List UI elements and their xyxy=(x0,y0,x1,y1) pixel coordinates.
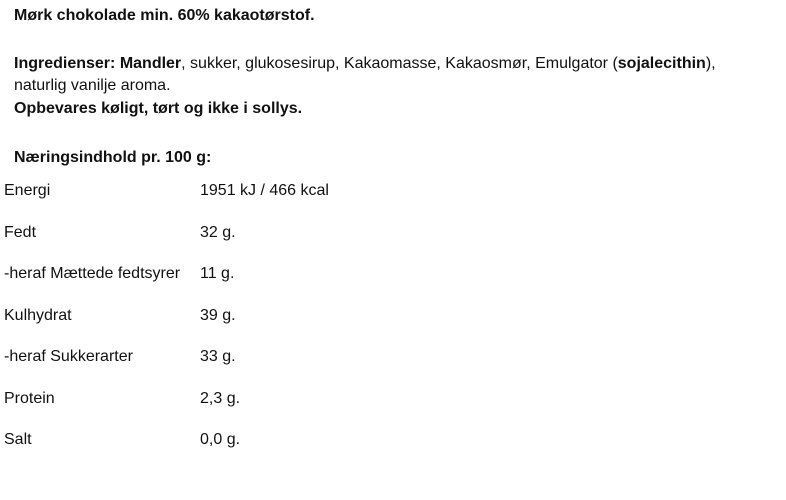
nutrient-value: 39 g. xyxy=(200,306,236,324)
nutrition-table xyxy=(4,181,424,472)
ingredient-almonds: Mandler xyxy=(119,55,182,72)
nutrient-name: Protein xyxy=(4,389,55,407)
ingredients-line xyxy=(14,54,716,74)
ingredients-label: Ingredienser: xyxy=(14,55,116,72)
nutrient-name: -heraf Mættede fedtsyrer xyxy=(4,265,181,282)
nutrient-name: Energi xyxy=(4,182,51,199)
nutrient-name: -heraf Sukkerarter xyxy=(4,348,133,365)
nutrient-value: 0,0 g. xyxy=(200,431,241,448)
nutrient-name: Kulhydrat xyxy=(4,306,72,324)
nutrient-name: Fedt xyxy=(4,223,37,241)
nutrition-row xyxy=(4,389,424,431)
ingredients-line-2: naturlig vanilje aroma. xyxy=(14,77,171,94)
nutrition-row xyxy=(4,347,424,389)
nutrition-heading: Næringsindhold pr. 100 g: xyxy=(14,149,212,166)
nutrient-value: 1951 kJ / 466 kcal xyxy=(200,182,329,199)
storage-instructions: Opbevares køligt, tørt og ikke i sollys. xyxy=(14,100,303,117)
product-title: Mørk chokolade min. 60% kakaotørstof. xyxy=(14,7,315,24)
nutrition-row xyxy=(4,264,424,306)
ingredients-text-2: ), xyxy=(705,55,716,72)
nutrition-row xyxy=(4,430,424,472)
nutrition-row xyxy=(4,181,424,223)
allergen-soy-lecithin: sojalecithin xyxy=(617,55,706,72)
nutrient-name: Salt xyxy=(4,431,32,448)
nutrient-value: 11 g. xyxy=(200,265,235,282)
nutrient-value: 32 g. xyxy=(200,223,236,241)
ingredients-text-1: , sukker, glukosesirup, Kakaomasse, Kakaosmør, Emulgator ( xyxy=(181,55,618,72)
nutrition-row xyxy=(4,306,424,348)
nutrition-row xyxy=(4,223,424,265)
nutrient-value: 33 g. xyxy=(200,348,236,365)
nutrient-value: 2,3 g. xyxy=(200,389,241,407)
